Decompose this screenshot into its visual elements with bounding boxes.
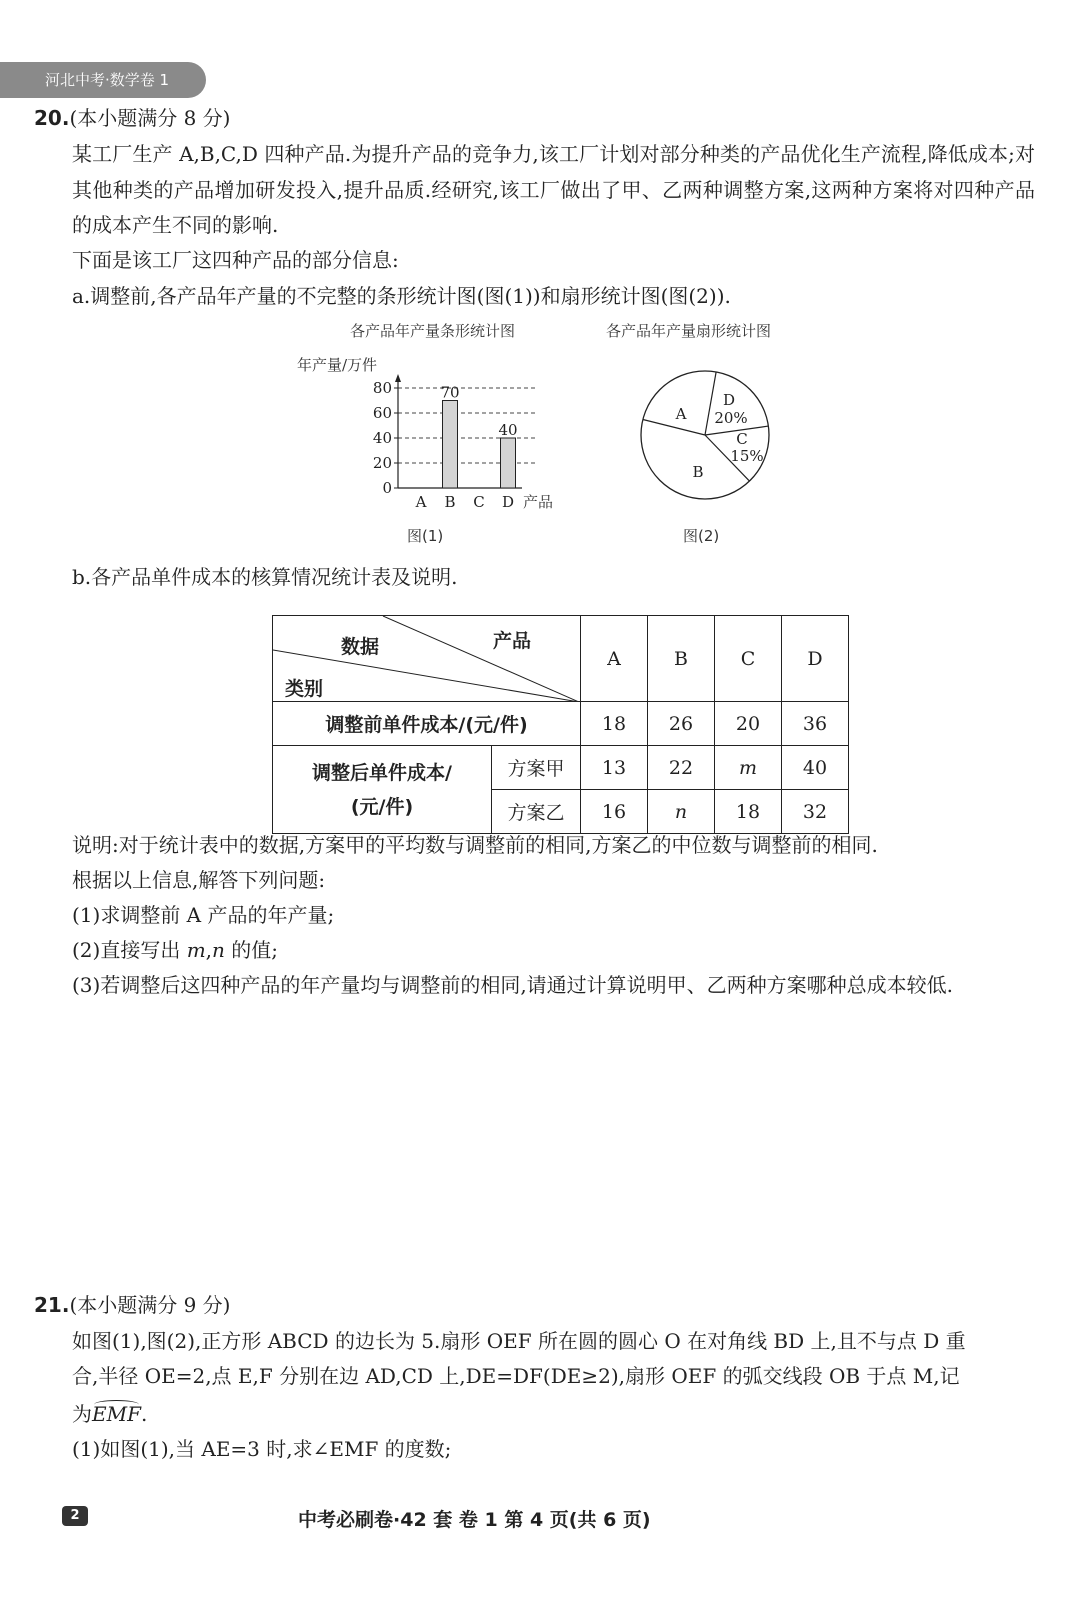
bar-ytick-label: 20 [372,454,392,472]
cell-before-b: 26 [648,702,715,746]
q21-line1: 如图(1),图(2),正方形 ABCD 的边长为 5.扇形 OEF 所在圆的圆心 O 在对角线 BD 上,且不与点 D 重 [72,1329,966,1353]
q20-note: 说明:对于统计表中的数据,方案甲的平均数与调整前的相同,方案乙的中位数与调整前的相同. [72,833,878,857]
q21-line3 [72,1397,147,1432]
cell-plan-a-b: 22 [648,746,715,790]
bar-ytick-label: 0 [382,479,392,497]
q20-sub3: (3)若调整后这四种产品的年产量均与调整前的相同,请通过计算说明甲、乙两种方案哪种总成本较低. [72,973,954,997]
pie-pct-c: 15% [730,447,764,465]
table-corner-cell [273,616,581,702]
cell-plan-a-a: 13 [581,746,648,790]
q20-intro: 某工厂生产 A,B,C,D 四种产品.为提升产品的竞争力,该工厂计划对部分种类的产品优化生产流程,降低成本;对其他种类的产品增加研发投入,提升品质.经研究,该工厂做出了甲、乙两种调整方案,这两种方案将对四种产品的成本产生不同的影响. [72,142,1035,237]
arc-emf-text: EMF [92,1402,141,1426]
q20-info-line: 下面是该工厂这四种产品的部分信息: [72,248,399,272]
plan-a-label: 方案甲 [492,746,581,790]
arc-mark [94,1400,139,1409]
q21-line3-suffix: . [140,1402,148,1426]
bar-data-label: 70 [440,383,460,402]
q21-line3-prefix: 为 [72,1402,92,1426]
q20-number: 20. [34,106,70,130]
bar-ytick-label: 40 [372,429,392,447]
cell-plan-b-d: 32 [782,790,849,834]
page-badge: 2 [62,1506,88,1526]
cell-plan-b-c: 18 [715,790,782,834]
cost-table [272,615,849,834]
row-after-label-line2: (元/件) [350,795,414,818]
pie-chart-title: 各产品年产量扇形统计图 [606,322,772,340]
bar-ylabel: 年产量/万件 [297,356,378,374]
row-before-label: 调整前单件成本/(元/件) [273,702,581,746]
q20-sub2-n: n [212,938,225,962]
pie-chart-caption: 图(2) [683,527,720,545]
q20-score: (本小题满分 8 分) [69,106,231,130]
cell-plan-b-a: 16 [581,790,648,834]
bar-yaxis-arrow [395,374,401,382]
header-product-a: A [581,616,648,702]
arc-emf [92,1402,141,1426]
bar-ytick-label: 60 [372,404,392,422]
cell-before-a: 18 [581,702,648,746]
q20-answer-line: 根据以上信息,解答下列问题: [72,868,326,892]
bar-xlabel: 产品 [523,493,554,511]
bar-chart-title: 各产品年产量条形统计图 [350,322,516,340]
bar-xtick-label: C [473,493,485,511]
header-tab: 河北中考·数学卷 1 [0,62,206,98]
q21-line2: 合,半径 OE=2,点 E,F 分别在边 AD,CD 上,DE=DF(DE≥2),扇形 OEF 的弧交线段 OB 于点 M,记 [72,1364,960,1388]
q20-sub2-m: m [186,938,206,962]
plan-b-label: 方案乙 [492,790,581,834]
row-after-label-line1: 调整后单件成本/ [312,761,452,784]
q20-heading [34,101,230,136]
q20-sub2-a: (2)直接写出 [72,938,181,962]
pie-pct-d: 20% [714,409,748,427]
bar-xtick-label: B [444,493,456,511]
bar-D [501,438,516,488]
pie-label-c: C [736,430,748,448]
cell-before-c: 20 [715,702,782,746]
q20-part-b: b.各产品单件成本的核算情况统计表及说明. [72,565,458,589]
q20-sub2-b: 的值; [231,938,279,962]
cell-plan-a-c: m [715,746,782,790]
q21-heading [34,1288,230,1323]
q21-score: (本小题满分 9 分) [69,1293,231,1317]
footer-text: 中考必刷卷·42 套 卷 1 第 4 页(共 6 页) [298,1509,651,1531]
cell-plan-a-d: 40 [782,746,849,790]
bar-data-label: 40 [498,421,518,439]
bar-xtick-label: A [415,493,427,511]
pie-label-a: A [675,405,687,423]
pie-chart [630,360,780,510]
corner-label-product: 产品 [493,630,532,652]
bar-ytick-label: 80 [372,379,392,397]
cell-plan-b-b: n [648,790,715,834]
q21-number: 21. [34,1293,70,1317]
bar-chart-caption: 图(1) [407,527,444,545]
q20-sub2-comma: , [205,938,213,962]
header-product-d: D [782,616,849,702]
q20-sub2 [72,933,278,968]
cell-before-d: 36 [782,702,849,746]
bar-B [443,401,458,489]
q20-sub1: (1)求调整前 A 产品的年产量; [72,903,335,927]
corner-label-data: 数据 [341,636,380,658]
bar-chart [290,350,590,520]
header-product-c: C [715,616,782,702]
header-product-b: B [648,616,715,702]
q20-part-a: a.调整前,各产品年产量的不完整的条形统计图(图(1))和扇形统计图(图(2)). [72,284,731,308]
bar-xtick-label: D [501,493,515,511]
pie-label-d: D [722,391,736,409]
q21-sub1: (1)如图(1),当 AE=3 时,求∠EMF 的度数; [72,1437,452,1461]
corner-label-category: 类别 [285,678,324,700]
pie-label-b: B [692,463,704,481]
row-after-label [273,746,492,834]
